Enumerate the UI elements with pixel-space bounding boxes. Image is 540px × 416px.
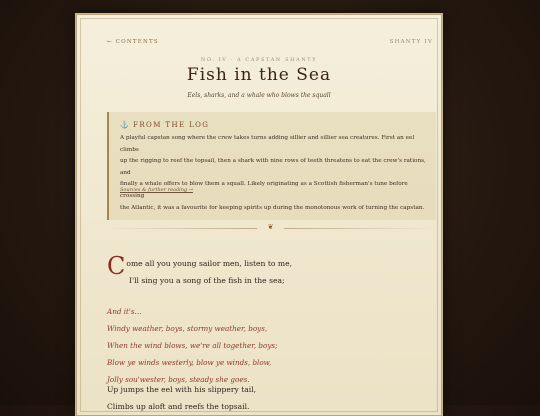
- log-line: A playful capstan song where the crew takes turns adding sillier and sillier sea creatures. First an eel climbs: [120, 135, 415, 153]
- verse-line: Up jumps the eel with his slippery tail,: [107, 385, 257, 394]
- shanty-kicker: NO. IV · A CAPSTAN SHANTY: [200, 57, 318, 63]
- chorus-line: Blow ye winds westerly, blow ye winds, blow,: [107, 358, 272, 367]
- verse-line-text: ome all you young sailor men, listen to me,: [126, 259, 292, 268]
- chorus: [107, 303, 427, 388]
- log-line: finally a whale offers to blow them a squall. Likely originating as a Scottish fisherman's tune before crossing: [120, 181, 408, 199]
- shanty-page: [76, 14, 442, 416]
- log-line: up the rigging to reef the topsail, then a shark with nine rows of teeth threatens to eat the crew's rations, and: [120, 158, 426, 176]
- shanty-number-label: SHANTY IV: [389, 39, 433, 45]
- divider-line-right: [284, 228, 434, 229]
- verse-line: Climbs up aloft and reefs the topsail.: [107, 402, 250, 411]
- log-body: [120, 133, 426, 214]
- chorus-line: When the wind blows, we're all together, boys;: [107, 341, 278, 350]
- log-line: the Atlantic, it was a favourite for keeping spirits up during the monotonous work of turning the capstan.: [120, 204, 425, 211]
- chorus-line: Windy weather, boys, stormy weather, boys,: [107, 324, 268, 333]
- chorus-line: And it's...: [107, 307, 142, 316]
- page-title: Fish in the Sea: [186, 65, 332, 85]
- fleuron-icon: ❦: [267, 223, 274, 231]
- chorus-line: Jolly sou'wester, boys, steady she goes.: [107, 375, 250, 384]
- log-heading-label: FROM THE LOG: [133, 121, 210, 129]
- sources-link[interactable]: Sources & further reading →: [120, 187, 193, 193]
- verse-1: [107, 252, 427, 289]
- log-heading: [120, 121, 209, 129]
- verse-line: [107, 252, 427, 280]
- contents-link[interactable]: ← CONTENTS: [107, 39, 159, 45]
- verse-line: I'll sing you a song of the fish in the sea;: [129, 276, 285, 285]
- section-divider: [107, 223, 434, 233]
- page-subtitle: Eels, sharks, and a whale who blows the squall: [187, 92, 331, 99]
- anchor-icon: ⚓: [120, 121, 131, 129]
- verse-2: [107, 381, 427, 415]
- top-navigation: [107, 39, 433, 49]
- divider-line-left: [107, 228, 257, 229]
- drop-cap: C: [107, 252, 126, 280]
- from-the-log-box: [107, 112, 436, 220]
